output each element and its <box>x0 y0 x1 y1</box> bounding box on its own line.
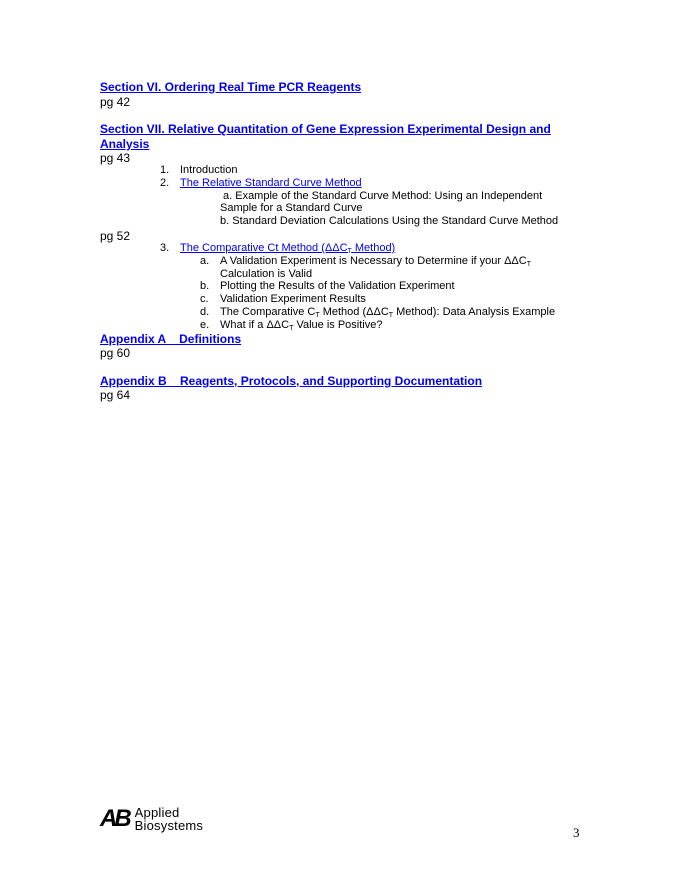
logo-text-applied: Applied <box>134 805 180 820</box>
toc-label-3c: c. <box>200 293 209 305</box>
section-vii-link[interactable]: Section VII. Relative Quantitation of Gene Expression Experimental Design and <box>100 122 551 136</box>
page-number: 3 <box>573 825 580 840</box>
toc-subitem-3b: Plotting the Results of the Validation Experiment <box>220 280 455 292</box>
logo-text-biosystems: Biosystems <box>134 818 204 833</box>
toc-number-2: 2. <box>160 177 170 189</box>
toc-subitem-2b: b. Standard Deviation Calculations Using the Standard Curve Method <box>220 215 559 227</box>
toc-subitem-3e: What if a $\Delta\Delta C_T$ Value is Positive? <box>220 319 383 332</box>
toc-number-1: 1. <box>160 164 170 176</box>
toc-subitem-2a: a. Example of the Standard Curve Method: Using an Independent <box>223 190 543 202</box>
applied-biosystems-logo <box>100 806 203 832</box>
ab-logo-mark: AB <box>100 805 129 832</box>
toc-item-introduction: Introduction <box>180 164 238 176</box>
toc-number-3: 3. <box>160 242 170 254</box>
section-vii-link-line2[interactable]: Analysis <box>100 137 150 151</box>
section-vi-link[interactable]: Section VI. Ordering Real Time PCR Reagents <box>100 80 362 94</box>
page-52: pg 52 <box>100 229 131 243</box>
section-vii-page: pg 43 <box>100 151 131 165</box>
toc-label-3d: d. <box>200 306 210 318</box>
appendix-a-page: pg 60 <box>100 346 131 360</box>
toc-label-3b: b. <box>200 280 210 292</box>
section-vi-page: pg 42 <box>100 95 131 109</box>
toc-subitem-3a-line2: Calculation is Valid <box>220 268 313 280</box>
toc-subitem-3d: The Comparative $C_T$ Method ($\Delta\Delta C_T$ Method): Data Analysis Example <box>220 306 556 319</box>
toc-link-comparative-ct[interactable]: The Comparative Ct Method ($\Delta\Delta C_T$ Method) <box>180 242 396 255</box>
toc-subitem-2a-line2: Sample for a Standard Curve <box>220 202 363 214</box>
toc-label-3e: e. <box>200 319 210 331</box>
toc-subitem-3c: Validation Experiment Results <box>220 293 366 305</box>
appendix-b-link[interactable]: Appendix B Reagents, Protocols, and Supporting Documentation <box>100 374 483 388</box>
toc-link-standard-curve[interactable]: The Relative Standard Curve Method <box>180 177 362 189</box>
appendix-a-link[interactable]: Appendix A Definitions <box>100 332 242 346</box>
appendix-b-page: pg 64 <box>100 388 131 402</box>
toc-subitem-3a: A Validation Experiment is Necessary to Determine if your $\Delta\Delta C_T$ <box>220 255 532 268</box>
toc-label-3a: a. <box>200 255 210 267</box>
